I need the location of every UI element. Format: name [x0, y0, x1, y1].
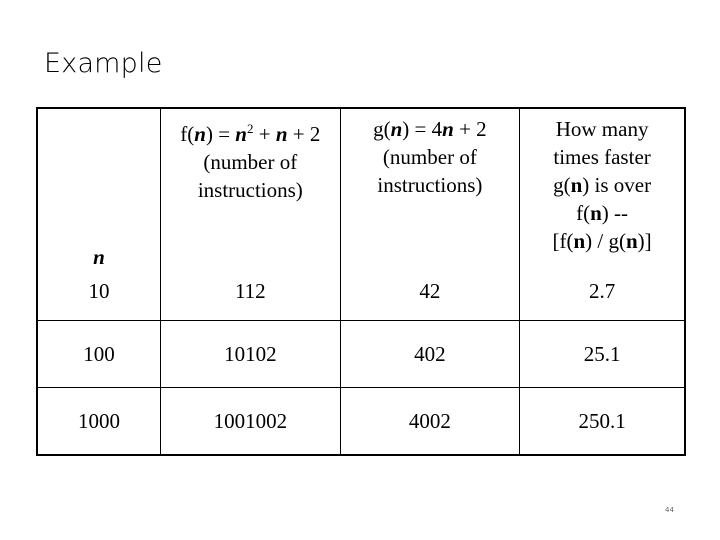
cell-ratio: 250.1 [520, 388, 685, 456]
header-g: g(n) = 4n + 2 (number of instructions) [340, 108, 520, 275]
cell-ratio: 25.1 [520, 321, 685, 388]
cell-f: 112 [161, 275, 341, 321]
slide-title: Example [44, 48, 163, 79]
cell-g: 42 [340, 275, 520, 321]
table-header-row [37, 108, 685, 275]
table-row [37, 275, 685, 321]
table-row [37, 388, 685, 456]
cell-f: 10102 [161, 321, 341, 388]
cell-n: 10 [37, 275, 161, 321]
header-n: n [37, 108, 161, 275]
header-ratio: How many times faster g(n) is over f(n) -- [f(n) / g(n)] [520, 108, 685, 275]
cell-g: 402 [340, 321, 520, 388]
table-row [37, 321, 685, 388]
cell-n: 1000 [37, 388, 161, 456]
header-f: $f(n) = n^2 + n + 2$ (number of instructions) [161, 108, 341, 275]
cell-f: 1001002 [161, 388, 341, 456]
cell-g: 4002 [340, 388, 520, 456]
cell-ratio: 2.7 [520, 275, 685, 321]
comparison-table [36, 107, 686, 456]
cell-n: 100 [37, 321, 161, 388]
page-number: 44 [665, 506, 674, 514]
